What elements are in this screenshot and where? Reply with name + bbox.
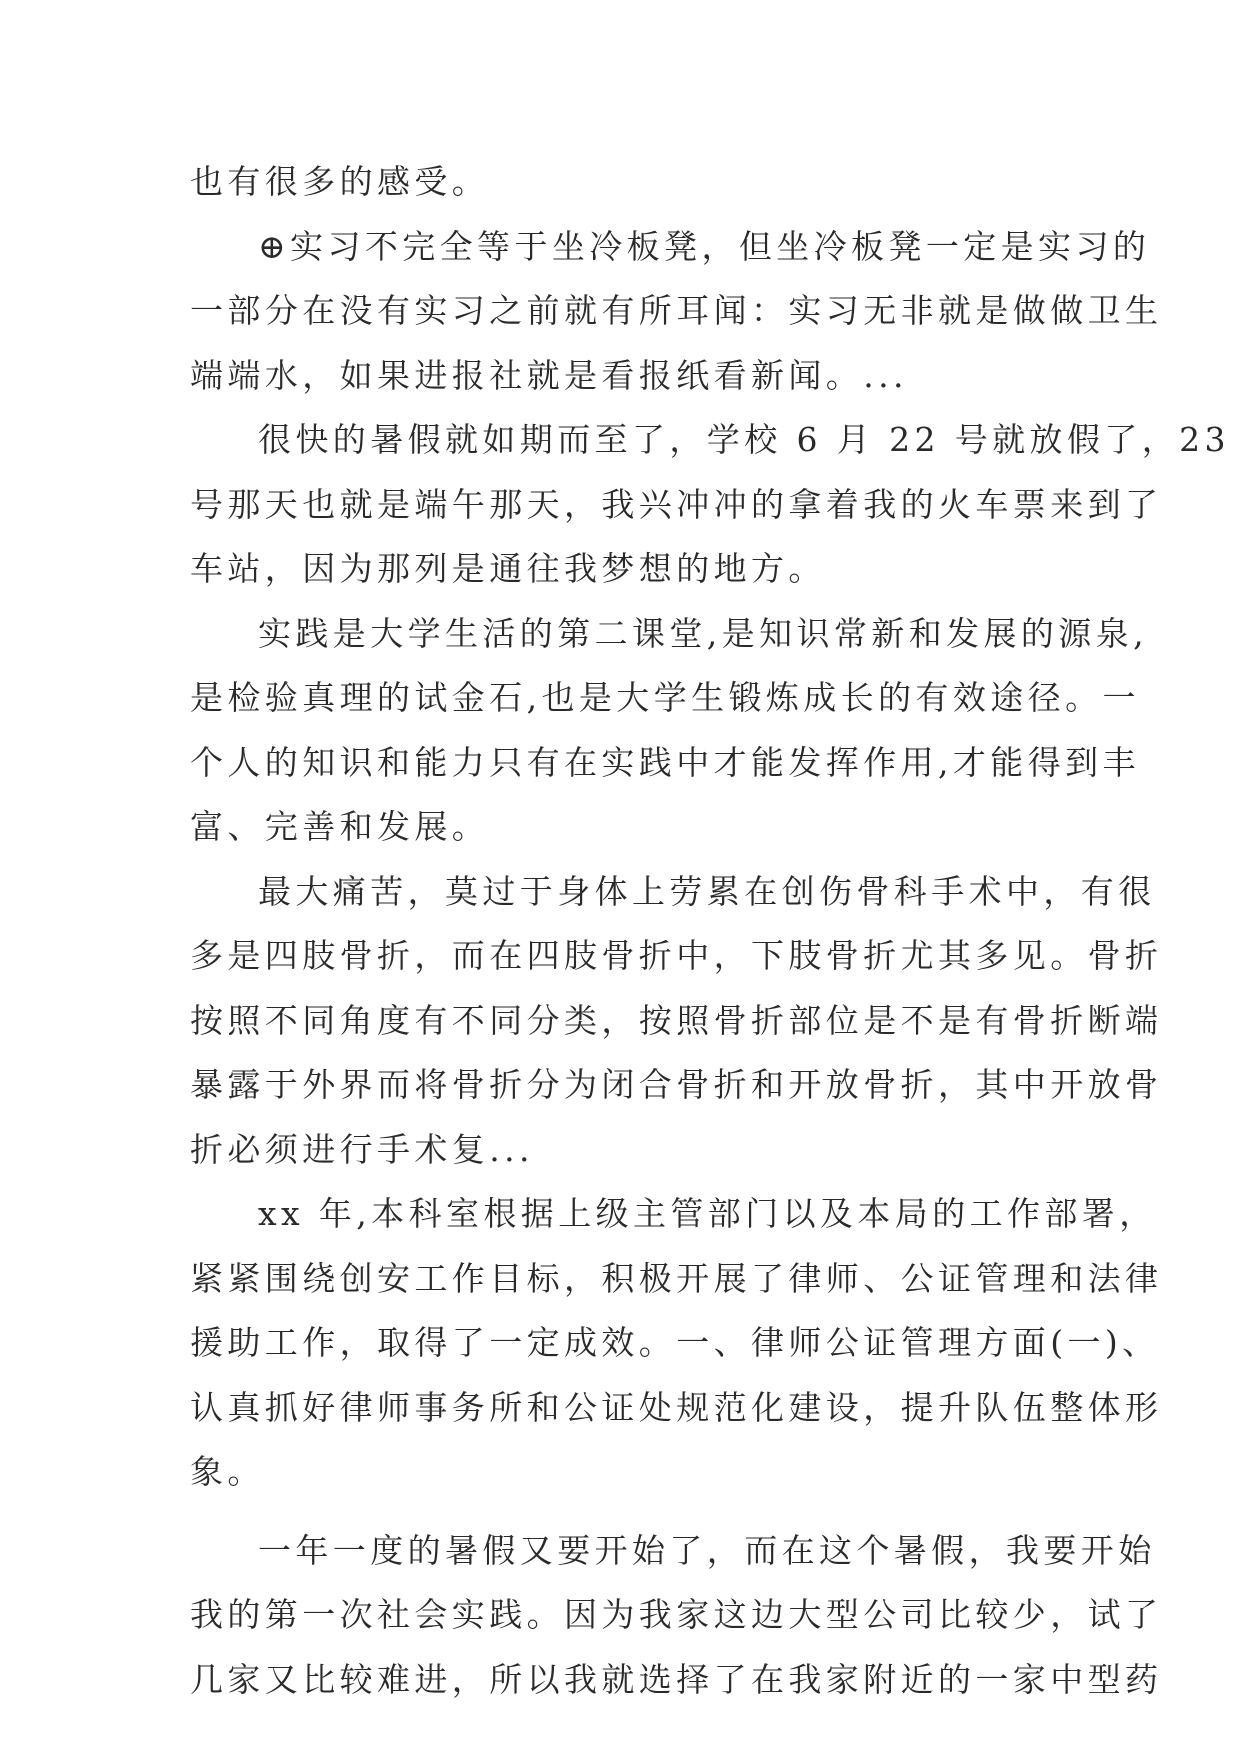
text-line: 端端水，如果进报社就是看报纸看新闻。... bbox=[190, 355, 908, 395]
text-line: 暴露于外界而将骨折分为闭合骨折和开放骨折，其中开放骨 bbox=[190, 1065, 1163, 1104]
text-line: 富、完善和发展。 bbox=[190, 807, 490, 846]
text-line: 实践是大学生活的第二课堂,是知识常新和发展的源泉, bbox=[258, 613, 1148, 653]
text-line: 紧紧围绕创安工作目标，积极开展了律师、公证管理和法律 bbox=[190, 1258, 1163, 1298]
text-line: 很快的暑假就如期而至了，学校 6 月 22 号就放假了，23 bbox=[258, 420, 1230, 459]
paragraph bbox=[190, 408, 1230, 602]
text-line: 也有很多的感受。 bbox=[190, 162, 490, 201]
text-line: 几家又比较难进，所以我就选择了在我家附近的一家中型药 bbox=[190, 1659, 1163, 1699]
text-line: 车站，因为那列是通往我梦想的地方。 bbox=[190, 549, 826, 588]
text-line: 认真抓好律师事务所和公证处规范化建设，提升队伍整体形 bbox=[190, 1387, 1163, 1427]
text-line: 援助工作，取得了一定成效。一、律师公证管理方面(一)、 bbox=[190, 1323, 1160, 1362]
document-body bbox=[190, 150, 1230, 1712]
paragraph bbox=[190, 1519, 1163, 1713]
text-line: 我的第一次社会实践。因为我家这边大型公司比较少，试了 bbox=[190, 1595, 1163, 1634]
text-line: 象。 bbox=[190, 1452, 265, 1491]
text-line: 折必须进行手术复... bbox=[190, 1129, 534, 1169]
paragraph bbox=[190, 860, 1163, 1183]
text-line: 多是四肢骨折，而在四肢骨折中，下肢骨折尤其多见。骨折 bbox=[190, 936, 1163, 975]
text-line: xx 年,本科室根据上级主管部门以及本局的工作部署， bbox=[258, 1194, 1157, 1233]
text-line: 一年一度的暑假又要开始了，而在这个暑假，我要开始 bbox=[258, 1530, 1156, 1570]
paragraph-spacer bbox=[190, 1505, 1070, 1519]
paragraph bbox=[190, 1182, 1163, 1505]
paragraph bbox=[190, 215, 1163, 409]
text-line: 是检验真理的试金石,也是大学生锻炼成长的有效途径。一 bbox=[190, 678, 1140, 717]
text-line: 最大痛苦，莫过于身体上劳累在创伤骨科手术中，有很 bbox=[258, 871, 1156, 911]
text-line: 号那天也就是端午那天，我兴冲冲的拿着我的火车票来到了 bbox=[190, 484, 1163, 524]
text-line: ⊕实习不完全等于坐冷板凳，但坐冷板凳一定是实习的 bbox=[258, 226, 1151, 266]
text-line: 个人的知识和能力只有在实践中才能发挥作用,才能得到丰 bbox=[190, 742, 1140, 782]
text-line: 一部分在没有实习之前就有所耳闻：实习无非就是做做卫生 bbox=[190, 291, 1163, 330]
text-line: 按照不同角度有不同分类，按照骨折部位是不是有骨折断端 bbox=[190, 1000, 1163, 1040]
paragraph bbox=[190, 150, 1070, 215]
paragraph bbox=[190, 602, 1148, 860]
